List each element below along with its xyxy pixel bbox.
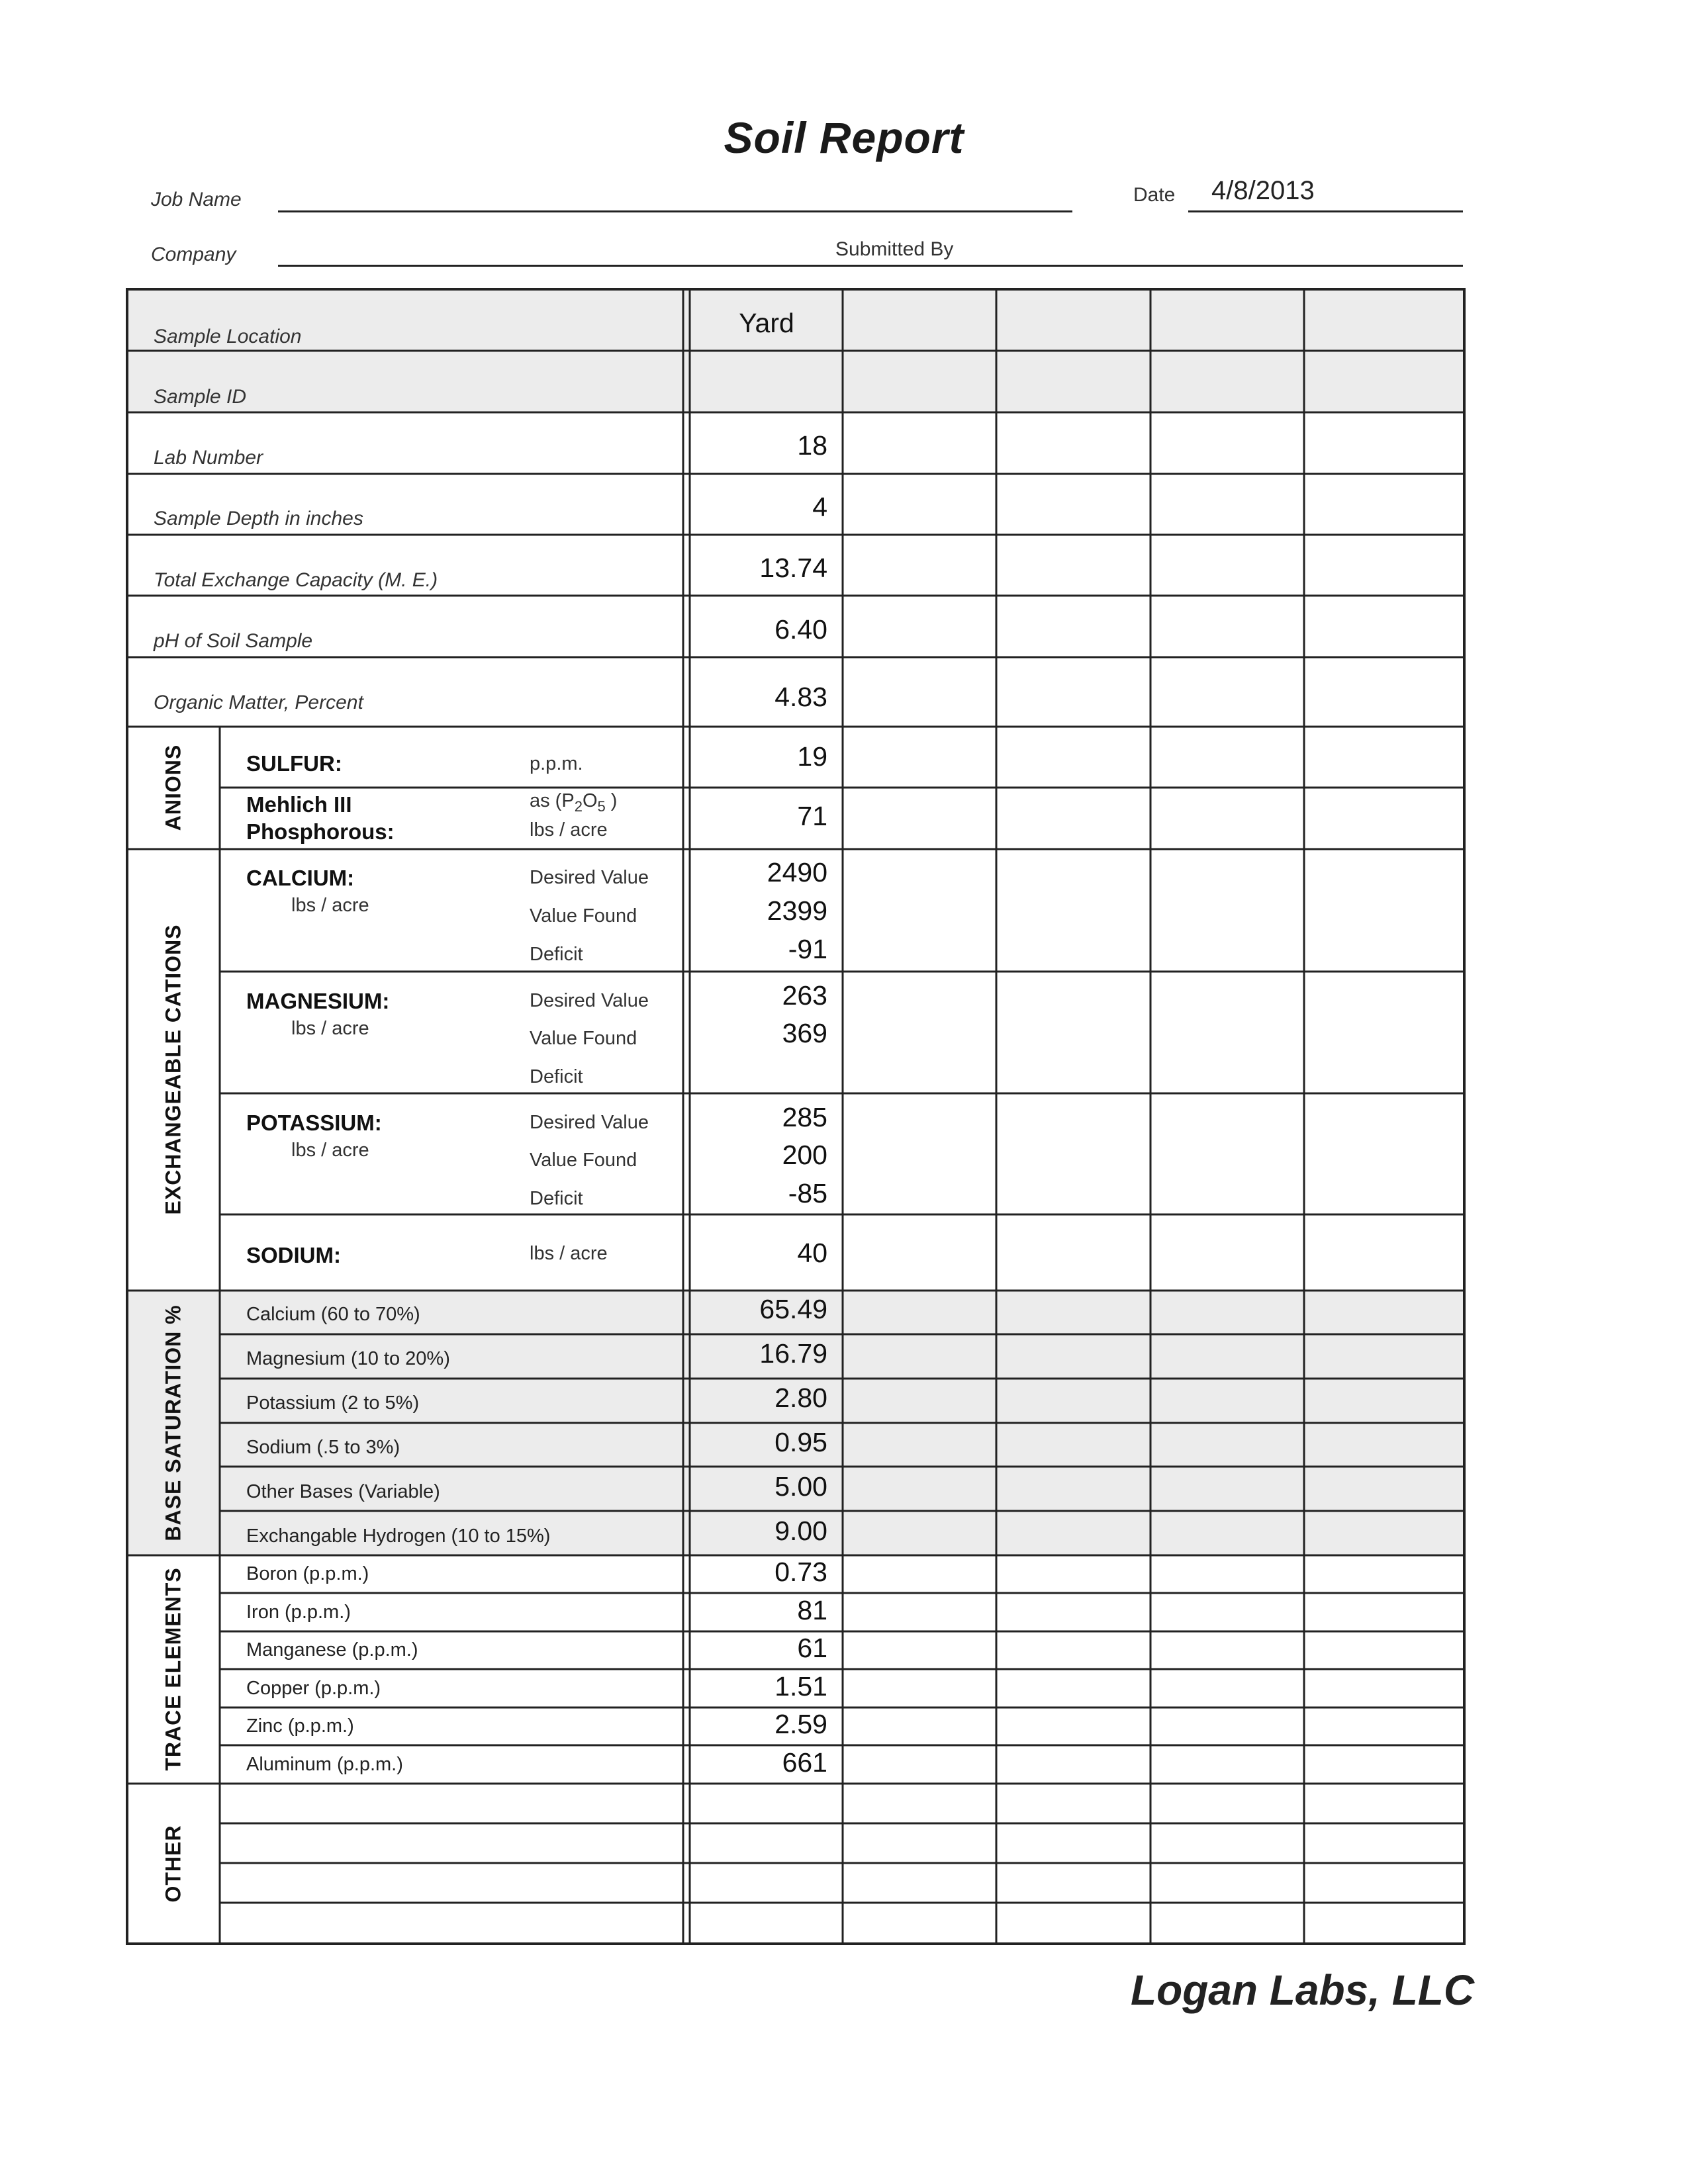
submitted-by-label: Submitted By (835, 238, 954, 260)
magnesium-unit: lbs / acre (291, 1018, 369, 1039)
sample-depth-value: 4 (812, 492, 827, 522)
base-sat-label: Potassium (2 to 5%) (246, 1392, 420, 1414)
ph-value: 6.40 (774, 614, 827, 645)
magnesium-found-label: Value Found (530, 1028, 637, 1049)
sample-id-label: Sample ID (154, 386, 247, 408)
potassium-desired-value: 285 (782, 1102, 827, 1132)
calcium-label: CALCIUM: (246, 866, 355, 890)
trace-value: 61 (797, 1633, 827, 1663)
base-sat-value: 16.79 (759, 1338, 827, 1369)
potassium-unit: lbs / acre (291, 1140, 369, 1161)
trace-label: Iron (p.p.m.) (246, 1602, 351, 1623)
tec-value: 13.74 (759, 553, 827, 583)
lab-number-label: Lab Number (154, 447, 263, 469)
job-name-label: Job Name (151, 189, 242, 210)
company-label: Company (151, 244, 236, 265)
calcium-found-label: Value Found (530, 905, 637, 927)
magnesium-desired-label: Desired Value (530, 990, 649, 1011)
trace-label: Boron (p.p.m.) (246, 1563, 369, 1584)
potassium-label: POTASSIUM: (246, 1111, 382, 1135)
phosphorous-value: 71 (797, 801, 827, 831)
calcium-deficit-label: Deficit (530, 944, 583, 965)
organic-matter-value: 4.83 (774, 682, 827, 712)
section-exchangeable-cations: EXCHANGEABLE CATIONS (161, 924, 185, 1215)
calcium-unit: lbs / acre (291, 895, 369, 916)
magnesium-desired-value: 263 (782, 980, 827, 1011)
base-sat-label: Sodium (.5 to 3%) (246, 1437, 400, 1458)
trace-label: Copper (p.p.m.) (246, 1678, 381, 1699)
lab-number-value: 18 (797, 430, 827, 461)
calcium-desired-value: 2490 (767, 857, 827, 887)
tec-label: Total Exchange Capacity (M. E.) (154, 569, 438, 591)
trace-label: Aluminum (p.p.m.) (246, 1754, 403, 1775)
organic-matter-label: Organic Matter, Percent (154, 692, 363, 713)
section-anions: ANIONS (161, 744, 185, 831)
potassium-found-label: Value Found (530, 1150, 637, 1171)
base-sat-value: 0.95 (774, 1427, 827, 1457)
sodium-label: SODIUM: (246, 1243, 341, 1267)
trace-value: 661 (782, 1747, 827, 1778)
trace-value: 2.59 (774, 1709, 827, 1739)
trace-label: Manganese (p.p.m.) (246, 1639, 418, 1661)
sample-location-value: Yard (739, 308, 794, 338)
magnesium-found-value: 369 (782, 1018, 827, 1048)
base-sat-value: 9.00 (774, 1516, 827, 1546)
trace-value: 81 (797, 1595, 827, 1625)
base-sat-label: Calcium (60 to 70%) (246, 1304, 420, 1325)
base-sat-label: Exchangable Hydrogen (10 to 15%) (246, 1525, 551, 1547)
potassium-deficit-label: Deficit (530, 1188, 583, 1209)
trace-label: Zinc (p.p.m.) (246, 1715, 354, 1737)
trace-value: 0.73 (774, 1557, 827, 1587)
section-base-saturation: BASE SATURATION % (161, 1304, 185, 1541)
date-label: Date (1133, 184, 1176, 206)
calcium-desired-label: Desired Value (530, 867, 649, 888)
sample-depth-label: Sample Depth in inches (154, 508, 363, 529)
sample-location-label: Sample Location (154, 326, 302, 347)
mehlich-label: Mehlich III (246, 792, 352, 817)
potassium-deficit-value: -85 (788, 1178, 827, 1208)
calcium-found-value: 2399 (767, 895, 827, 926)
base-sat-label: Other Bases (Variable) (246, 1481, 440, 1502)
potassium-desired-label: Desired Value (530, 1112, 649, 1133)
sodium-unit: lbs / acre (530, 1243, 608, 1264)
magnesium-deficit-label: Deficit (530, 1066, 583, 1087)
base-sat-value: 5.00 (774, 1471, 827, 1502)
page-title: Soil Report (724, 113, 964, 162)
section-other: OTHER (161, 1825, 185, 1903)
base-sat-value: 2.80 (774, 1383, 827, 1413)
trace-value: 1.51 (774, 1671, 827, 1702)
section-trace-elements: TRACE ELEMENTS (161, 1567, 185, 1771)
base-sat-value: 65.49 (759, 1294, 827, 1324)
phosphorous-unit: as ($P_2O_5$ ) (530, 790, 618, 815)
sulfur-value: 19 (797, 741, 827, 772)
magnesium-label: MAGNESIUM: (246, 989, 390, 1013)
calcium-deficit-value: -91 (788, 934, 827, 964)
sulfur-label: SULFUR: (246, 751, 342, 776)
ph-label: pH of Soil Sample (154, 630, 313, 652)
company-logo-text: Logan Labs, LLC (1131, 1966, 1475, 2014)
date-value: 4/8/2013 (1211, 176, 1315, 205)
sulfur-unit: p.p.m. (530, 753, 583, 774)
phosphorous-label: Phosphorous: (246, 819, 395, 844)
phosphorous-unit-line2: lbs / acre (530, 819, 608, 841)
sodium-value: 40 (797, 1238, 827, 1268)
potassium-found-value: 200 (782, 1140, 827, 1170)
base-sat-label: Magnesium (10 to 20%) (246, 1348, 450, 1369)
